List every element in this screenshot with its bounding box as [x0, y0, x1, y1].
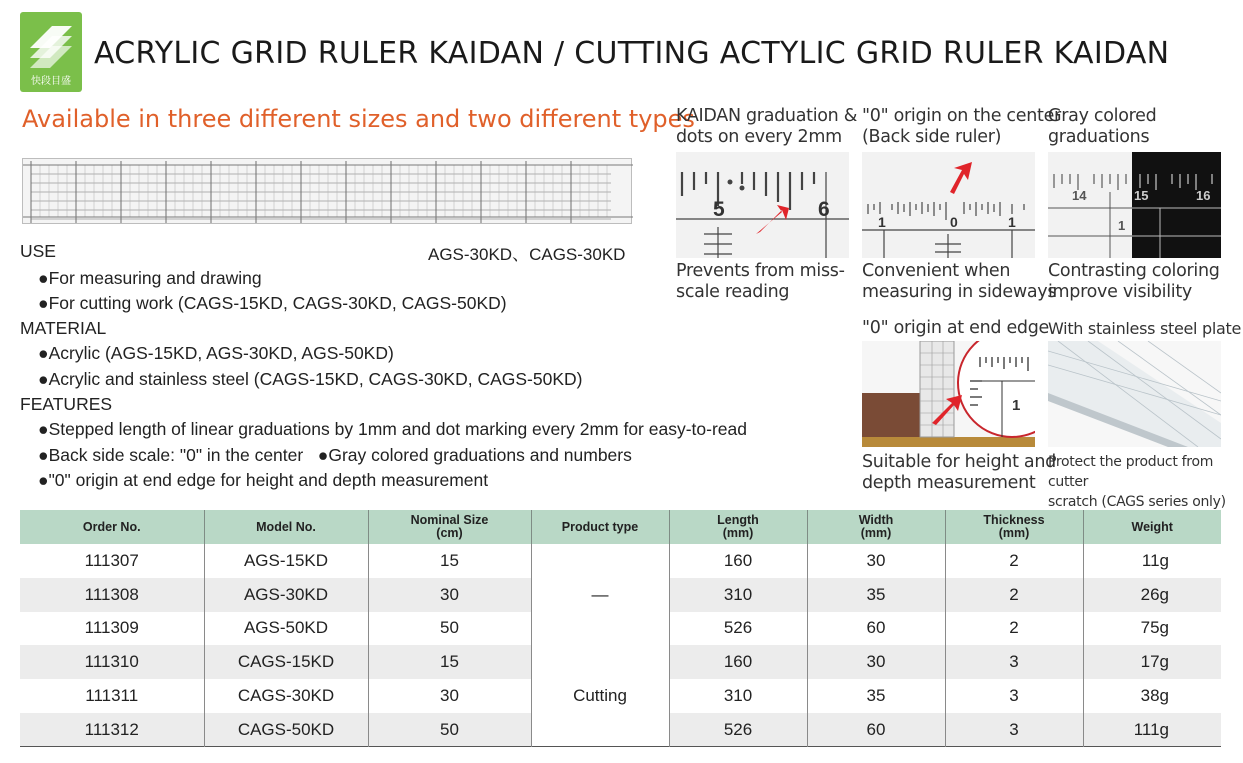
panel-kaidan-caption — [676, 261, 845, 303]
spec-table — [20, 510, 1221, 747]
col-header: Product type — [531, 510, 669, 544]
table-cell: 111g — [1083, 713, 1221, 747]
panel-gray-title — [1048, 106, 1156, 148]
scale-number: 1 — [1008, 214, 1016, 230]
table-cell: 160 — [669, 544, 807, 578]
panel-kaidan-image — [676, 152, 849, 258]
logo-mark-icon — [26, 18, 76, 68]
scale-number: 1 — [878, 214, 886, 230]
table-cell: 30 — [807, 544, 945, 578]
table-cell: 111310 — [20, 645, 204, 679]
table-cell: AGS-30KD — [204, 578, 368, 612]
table-row — [20, 544, 1221, 578]
panel-center-caption — [862, 261, 1056, 303]
caption-line: scratch (CAGS series only) — [1048, 494, 1226, 510]
feature-item: ●Back side scale: "0" in the center ●Gray colored graduations and numbers — [38, 445, 632, 465]
table-cell: 30 — [368, 578, 531, 612]
caption-line: Contrasting coloring — [1048, 261, 1220, 281]
panel-kaidan-title — [676, 106, 857, 148]
center-scale-graphic — [862, 152, 1035, 258]
col-header: Model No. — [204, 510, 368, 544]
table-cell: AGS-15KD — [204, 544, 368, 578]
edge-origin-graphic — [862, 341, 1035, 447]
table-cell: 526 — [669, 612, 807, 646]
col-header: Length (mm) — [669, 510, 807, 544]
caption-line: Suitable for height and — [862, 452, 1056, 472]
scale-number: 1 — [1012, 397, 1021, 414]
table-cell: 60 — [807, 713, 945, 747]
table-cell: 2 — [945, 612, 1083, 646]
table-cell: 160 — [669, 645, 807, 679]
table-cell: 50 — [368, 713, 531, 747]
panel-gray-caption — [1048, 261, 1220, 303]
panel-title-line: KAIDAN graduation & — [676, 106, 858, 126]
panel-edge-image — [862, 341, 1035, 447]
col-header: Nominal Size (cm) — [368, 510, 531, 544]
panel-title-line: "0" origin on the center — [862, 106, 1061, 126]
panel-edge-title: "0" origin at end edge — [862, 318, 1050, 338]
page-subtitle: Available in three different sizes and two different types — [22, 105, 695, 133]
table-cell: 3 — [945, 645, 1083, 679]
table-cell: 526 — [669, 713, 807, 747]
logo-text: 快段目盛 — [31, 76, 71, 87]
use-item: ●For cutting work (CAGS-15KD, CAGS-30KD, CAGS-50KD) — [38, 293, 507, 313]
panel-steel-title: With stainless steel plate — [1048, 319, 1242, 338]
material-item: ●Acrylic and stainless steel (CAGS-15KD, CAGS-30KD, CAGS-50KD) — [38, 369, 583, 389]
scale-number: 15 — [1134, 188, 1149, 203]
col-header: Thickness (mm) — [945, 510, 1083, 544]
arrow-icon — [950, 162, 972, 194]
features-heading: FEATURES — [20, 394, 113, 414]
table-cell: CAGS-30KD — [204, 679, 368, 713]
brand-logo — [20, 12, 82, 92]
caption-line: Protect the product from cutter — [1048, 454, 1214, 490]
table-cell: 30 — [368, 679, 531, 713]
col-header: Order No. — [20, 510, 204, 544]
ruler-image — [22, 158, 632, 224]
use-item: ●For measuring and drawing — [38, 268, 262, 288]
table-cell: CAGS-15KD — [204, 645, 368, 679]
product-type-cell: — — [531, 544, 669, 645]
table-cell: 111311 — [20, 679, 204, 713]
caption-line: improve visibility — [1048, 282, 1192, 302]
scale-number: 6 — [818, 198, 830, 221]
table-cell: 111312 — [20, 713, 204, 747]
table-cell: 111309 — [20, 612, 204, 646]
table-cell: 3 — [945, 679, 1083, 713]
table-cell: 15 — [368, 645, 531, 679]
table-cell: 30 — [807, 645, 945, 679]
table-cell: 35 — [807, 679, 945, 713]
col-header: Width (mm) — [807, 510, 945, 544]
panel-center-title — [862, 106, 1061, 148]
table-cell: 75g — [1140, 618, 1169, 638]
scale-number: 14 — [1072, 188, 1087, 203]
table-cell: 38g — [1140, 686, 1169, 706]
table-header-row — [20, 510, 1221, 544]
caption-line: measuring in sideways — [862, 282, 1057, 302]
table-cell: 2 — [945, 578, 1083, 612]
panel-edge-caption — [862, 452, 1056, 494]
table-cell: 11g — [1141, 550, 1169, 570]
steel-plate-graphic — [1048, 341, 1221, 447]
table-cell: 3 — [945, 713, 1083, 747]
caption-line: Prevents from miss- — [676, 261, 845, 281]
panel-gray-image — [1048, 152, 1221, 258]
ruler-grid-graphic — [23, 159, 633, 225]
panel-title-line: Gray colored — [1048, 106, 1157, 126]
table-cell: AGS-50KD — [204, 612, 368, 646]
panel-steel-image — [1048, 341, 1221, 447]
panel-title-line: dots on every 2mm — [676, 127, 842, 147]
table-cell: 35 — [807, 578, 945, 612]
panel-title-line: graduations — [1048, 127, 1150, 147]
table-cell: 111307 — [20, 544, 204, 578]
col-header: Weight — [1083, 510, 1221, 544]
feature-item: ●Stepped length of linear graduations by 1mm and dot marking every 2mm for easy-to-read — [38, 419, 747, 439]
scale-number: 5 — [713, 198, 725, 221]
caption-line: Convenient when — [862, 261, 1011, 281]
table-cell: 26g — [1083, 578, 1221, 612]
use-heading: USE — [20, 241, 56, 261]
scale-number: 1 — [1118, 218, 1126, 233]
scale-number: 16 — [1196, 188, 1211, 203]
page-title: ACRYLIC GRID RULER KAIDAN / CUTTING ACTYLIC GRID RULER KAIDAN — [94, 36, 1170, 71]
table-cell: 17g — [1083, 645, 1221, 679]
feature-item: ●"0" origin at end edge for height and depth measurement — [38, 470, 489, 490]
table-cell: 50 — [368, 612, 531, 646]
table-cell: 60 — [807, 612, 945, 646]
panel-steel-caption — [1048, 452, 1243, 512]
table-cell: 2 — [945, 544, 1083, 578]
model-reference: AGS-30KD、CAGS-30KD — [428, 245, 626, 264]
table-cell: 15 — [368, 544, 531, 578]
caption-line: depth measurement — [862, 473, 1036, 493]
caption-line: scale reading — [676, 282, 790, 302]
product-type-cell: Cutting — [531, 645, 669, 746]
material-heading: MATERIAL — [20, 318, 107, 338]
panel-center-image — [862, 152, 1035, 258]
material-item: ●Acrylic (AGS-15KD, AGS-30KD, AGS-50KD) — [38, 343, 394, 363]
table-cell: 111308 — [20, 578, 204, 612]
table-cell: CAGS-50KD — [204, 713, 368, 747]
table-row — [20, 645, 1221, 679]
panel-title-line: (Back side ruler) — [862, 127, 1002, 147]
table-cell: 310 — [669, 578, 807, 612]
scale-number: 0 — [950, 214, 958, 230]
gray-scale-graphic — [1048, 152, 1221, 258]
table-cell: 310 — [669, 679, 807, 713]
